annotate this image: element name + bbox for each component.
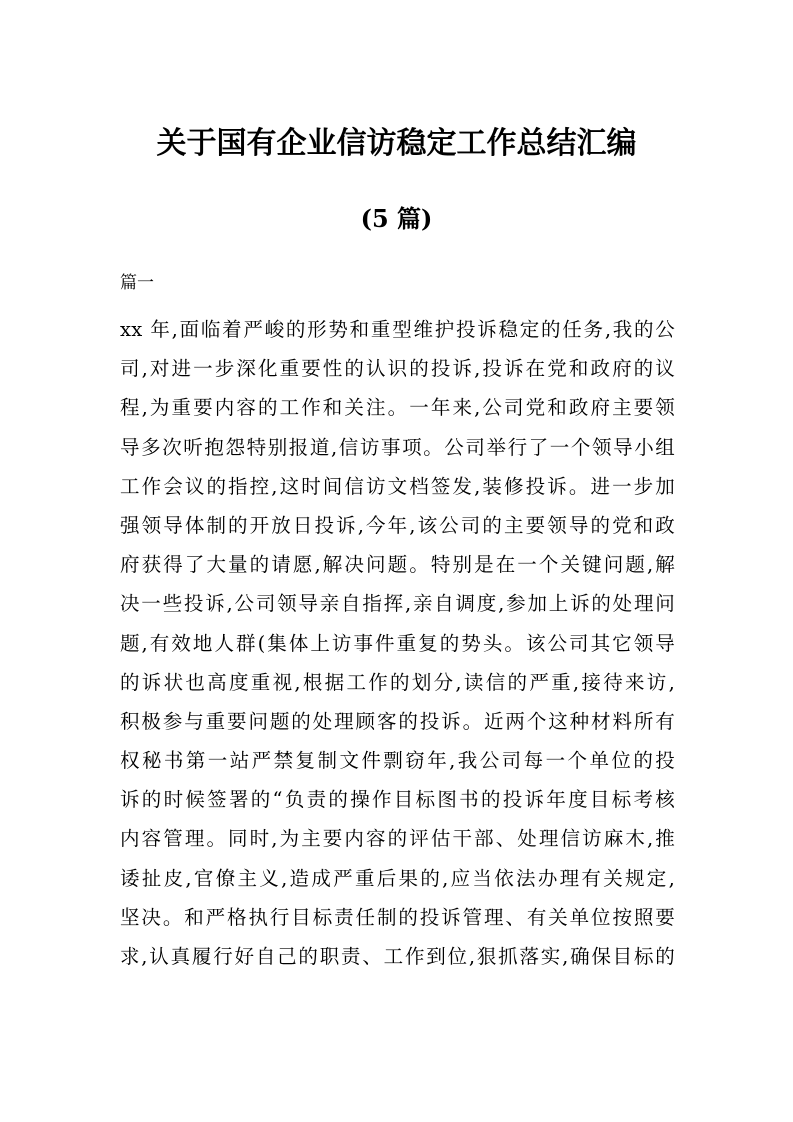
body-line: 强领导体制的开放日投诉,今年,该公司的主要领导的党和政 (120, 513, 675, 537)
body-line: 决一些投诉,公司领导亲自指挥,亲自调度,参加上诉的处理问 (120, 592, 675, 616)
body-line: 程,为重要内容的工作和关注。一年来,公司党和政府主要领 (120, 396, 675, 420)
body-line: 求,认真履行好自己的职责、工作到位,狠抓落实,确保目标的 (120, 945, 675, 968)
body-line: 诿扯皮,官僚主义,造成严重后果的,应当依法办理有关规定, (120, 866, 675, 890)
body-line: 积极参与重要问题的处理顾客的投诉。近两个这种材料所有 (120, 709, 675, 733)
body-line: 内容管理。同时,为主要内容的评估干部、处理信访麻木,推 (120, 827, 675, 851)
body-line: xx 年,面临着严峻的形势和重型维护投诉稳定的任务,我的公 (120, 318, 675, 341)
body-line: 府获得了大量的请愿,解决问题。特别是在一个关键问题,解 (120, 553, 675, 577)
body-line: 导多次听抱怨特别报道,信访事项。公司举行了一个领导小组 (120, 435, 675, 459)
body-line: 司,对进一步深化重要性的认识的投诉,投诉在党和政府的议 (120, 357, 675, 381)
body-line: 题,有效地人群(集体上访事件重复的势头。该公司其它领导 (120, 631, 675, 655)
document-title: 关于国有企业信访稳定工作总结汇编 (156, 126, 637, 161)
body-line: 的诉状也高度重视,根据工作的划分,读信的严重,接待来访, (120, 670, 675, 694)
body-line: 坚决。和严格执行目标责任制的投诉管理、有关单位按照要 (120, 905, 675, 929)
body-text (120, 310, 675, 976)
body-line: 诉的时候签署的“负责的操作目标图书的投诉年度目标考核 (120, 788, 675, 812)
body-line: 工作会议的指控,这时间信访文档签发,装修投诉。进一步加 (120, 474, 675, 498)
document-subtitle: (5 篇) (360, 204, 433, 233)
body-line: 权秘书第一站严禁复制文件剽窃年,我公司每一个单位的投 (120, 749, 675, 773)
section-label: 篇一 (120, 273, 154, 293)
